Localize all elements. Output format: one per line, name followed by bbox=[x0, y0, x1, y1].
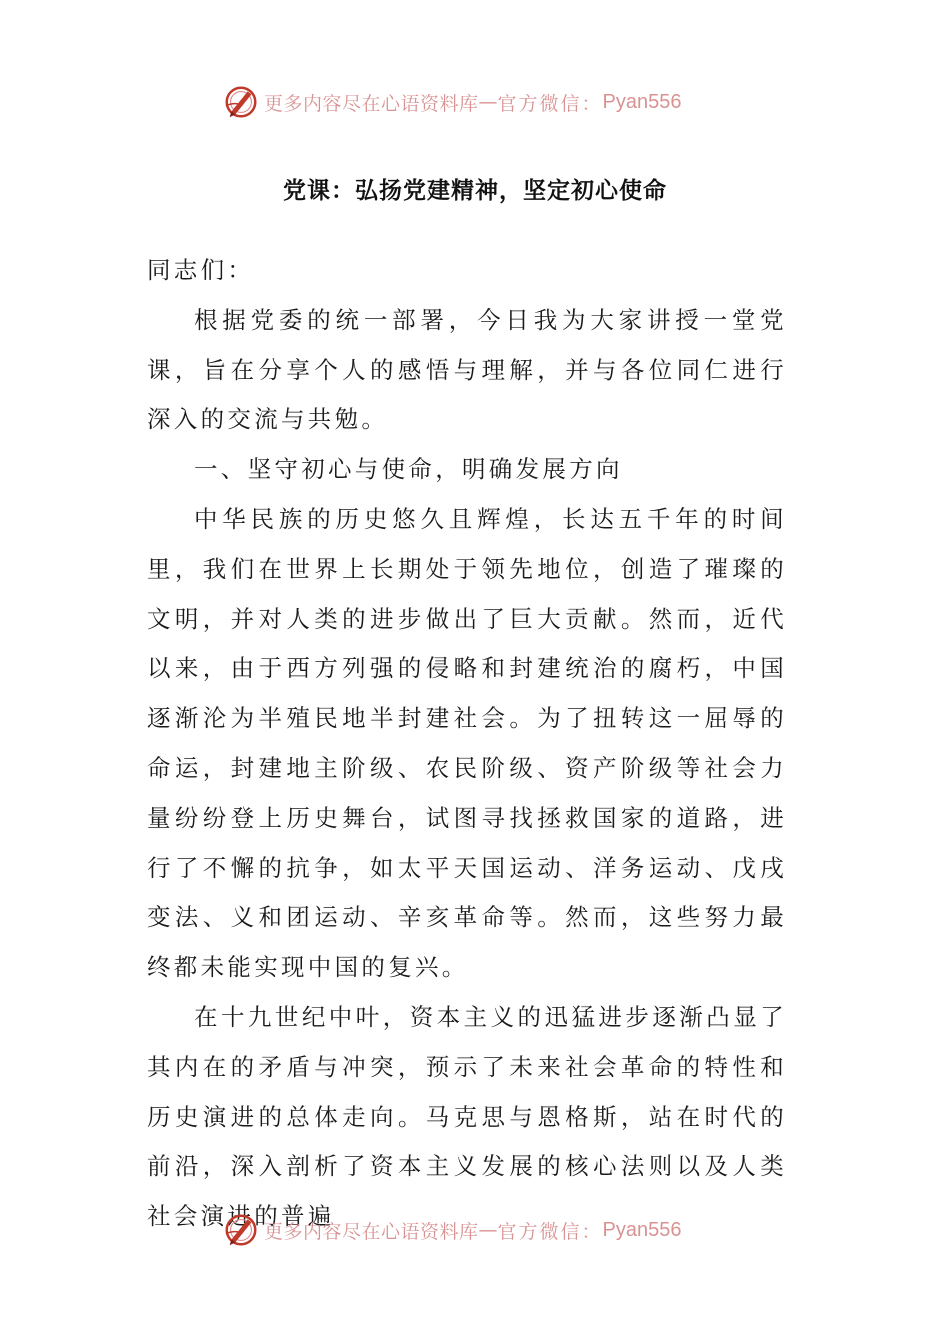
salutation: 同志们： bbox=[147, 256, 255, 284]
banner-slogan: 更多内容尽在心语资料库 bbox=[264, 92, 479, 115]
banner-separator: — bbox=[478, 91, 498, 113]
banner-official-label: 官方微信： bbox=[497, 1220, 603, 1243]
section-heading: 一、坚守初心与使命，明确发展方向 bbox=[194, 455, 623, 484]
banner-separator: — bbox=[478, 1219, 498, 1241]
pen-circle-logo-icon bbox=[222, 83, 260, 121]
banner-official-label: 官方微信： bbox=[497, 92, 603, 115]
document-body bbox=[147, 246, 787, 1242]
footer-watermark-banner bbox=[222, 1210, 682, 1250]
document-title: 党课：弘扬党建精神，坚定初心使命 bbox=[283, 178, 667, 204]
header-watermark-banner bbox=[222, 82, 682, 122]
pen-circle-logo-icon bbox=[222, 1211, 260, 1249]
banner-wechat-id: Pyan556 bbox=[602, 1218, 682, 1241]
body-paragraph: 中华民族的历史悠久且辉煌，长达五千年的时间里，我们在世界上长期处于领先地位，创造了璀璨的文明，并对人类的进步做出了巨大贡献。然而，近代以来，由于西方列强的侵略和封建统治的腐朽，中国逐渐沦为半殖民地半封建社会。为了扭转这一屈辱的命运，封建地主阶级、农民阶级、资产阶级等社会力量纷纷登上历史舞台，试图寻找拯救国家的道路，进行了不懈的抗争，如太平天国运动、洋务运动、戊戌变法、义和团运动、辛亥革命等。然而，这些努力最终都未能实现中国的复兴。 bbox=[147, 504, 787, 982]
body-paragraph: 在十九世纪中叶，资本主义的迅猛进步逐渐凸显了其内在的矛盾与冲突，预示了未来社会革命的特性和历史演进的总体走向。马克思与恩格斯，站在时代的前沿，深入剖析了资本主义发展的核心法则以及人类社会演进的普遍 bbox=[147, 1002, 787, 1231]
banner-wechat-id: Pyan556 bbox=[602, 90, 682, 113]
banner-slogan: 更多内容尽在心语资料库 bbox=[264, 1220, 479, 1243]
body-paragraph: 根据党委的统一部署，今日我为大家讲授一堂党课，旨在分享个人的感悟与理解，并与各位同仁进行深入的交流与共勉。 bbox=[147, 305, 787, 434]
